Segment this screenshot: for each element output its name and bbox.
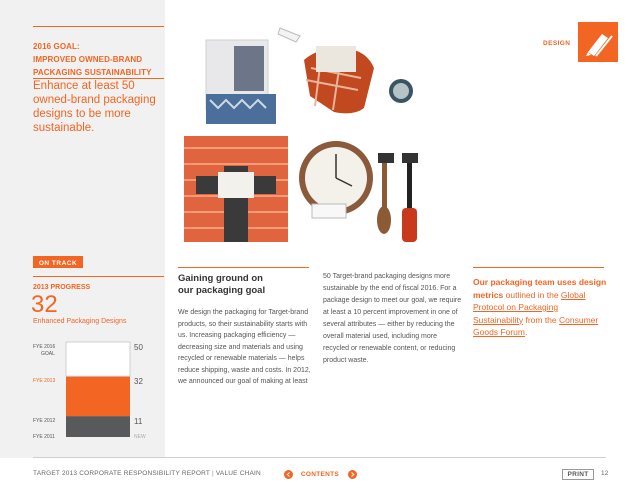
mitt-label <box>316 46 356 72</box>
section-label: DESIGN <box>543 40 571 47</box>
footer-section[interactable]: VALUE CHAIN <box>215 470 261 477</box>
print-button[interactable]: PRINT <box>562 469 594 480</box>
progress-label: Enhanced Packaging Designs <box>33 318 127 325</box>
next-page-button[interactable] <box>348 470 357 479</box>
wooden-spoon-head <box>377 206 391 234</box>
spatula-head <box>402 208 417 242</box>
article-heading-line-1: Gaining ground on <box>178 273 263 284</box>
goal-text: Enhance at least 50 owned-brand packaging designs to be more sustainable. <box>33 80 156 134</box>
category-label-fye-2016-goal: FYE 2016 <box>33 344 56 350</box>
progress-top-rule <box>33 276 164 277</box>
callout-end: . <box>524 327 528 337</box>
consumer-goods-forum-link[interactable]: Consumer Goods Forum <box>473 314 599 337</box>
article-heading <box>178 273 313 297</box>
footer-separator: | <box>211 470 214 477</box>
contents-link[interactable]: CONTENTS <box>300 471 340 478</box>
footer-rule <box>33 457 606 458</box>
packaging-products-photo <box>176 8 446 248</box>
article-column-2: 50 Target-brand packaging designs more sustainable by the end of fiscal 2016. For a package design to meet our goal, we require at least a 10 percent improvement in one of several attributes — either by reducing the overall material used, including more recycled or renewable content, or reducing product waste. <box>323 273 462 364</box>
callout-intro: Our packaging team uses <box>473 277 577 287</box>
category-label-fye-2011: FYE 2011 <box>33 434 55 440</box>
category-label-fye-2013: FYE 2013 <box>33 378 56 385</box>
value-label-fye-2012: 11 <box>134 417 143 427</box>
spatula-tag <box>402 153 418 163</box>
category-label-fye-2016-goal-line-2: GOAL <box>41 351 55 357</box>
progress-heading: 2013 PROGRESS <box>33 284 91 291</box>
chevron-left-icon <box>286 472 291 477</box>
callout-bold: design metrics <box>473 277 607 300</box>
article-heading-line-2: our packaging goal <box>178 285 266 296</box>
value-label-fye-2013: 32 <box>134 377 143 387</box>
callout <box>473 276 608 339</box>
wall-hook <box>278 28 300 42</box>
value-label-fye-2016-goal: 50 <box>134 343 143 352</box>
article-column-1: We design the packaging for Target-brand products, so their sustainability starts with us. Increasing packaging efficiency — decreasing size and materials and using recycled or renewable materials — helps reduce shipping, waste and costs. In 2012, we announced our goal of making at least <box>178 309 311 385</box>
goal-heading-line-2: IMPROVED OWNED-BRAND <box>33 55 143 64</box>
callout-mid: outlined in the <box>503 289 561 300</box>
footer-report: TARGET 2013 CORPORATE RESPONSIBILITY REPORT <box>33 470 210 477</box>
value-label-fye-2011: NEW <box>134 434 146 440</box>
towel-box-window <box>234 46 264 91</box>
blanket-label <box>218 172 254 198</box>
progress-bar-chart <box>0 330 165 445</box>
bar-segment-fye-2013 <box>66 376 130 416</box>
clock-tag <box>312 204 346 218</box>
category-label-fye-2012: FYE 2012 <box>33 418 56 425</box>
callout-rule <box>473 267 604 268</box>
bar-segment-fye-2012 <box>66 416 130 437</box>
progress-number: 32 <box>31 291 58 318</box>
chevron-right-icon <box>350 472 355 477</box>
spoon-tag <box>378 153 394 163</box>
wooden-spoon-handle <box>382 163 387 213</box>
goal-heading <box>33 40 165 79</box>
page-number: 12 <box>601 470 609 477</box>
patterned-towel <box>206 94 276 124</box>
goal-heading-line-3: PACKAGING SUSTAINABILITY <box>33 68 152 77</box>
goal-heading-line-1: 2016 GOAL: <box>33 42 80 51</box>
footer-report-title <box>33 470 261 477</box>
prev-page-button[interactable] <box>284 470 293 479</box>
design-pen-icon <box>578 22 618 62</box>
bar-segment-fye-2016-goal <box>66 342 130 376</box>
global-protocol-link[interactable]: Global Protocol on Packaging Sustainability <box>473 289 586 325</box>
spatula-handle <box>407 163 412 211</box>
cup-inside <box>393 83 409 99</box>
status-badge: ON TRACK <box>33 256 83 270</box>
goal-top-rule <box>33 26 164 27</box>
article-rule <box>178 267 309 268</box>
callout-mid2: from the <box>523 314 559 325</box>
